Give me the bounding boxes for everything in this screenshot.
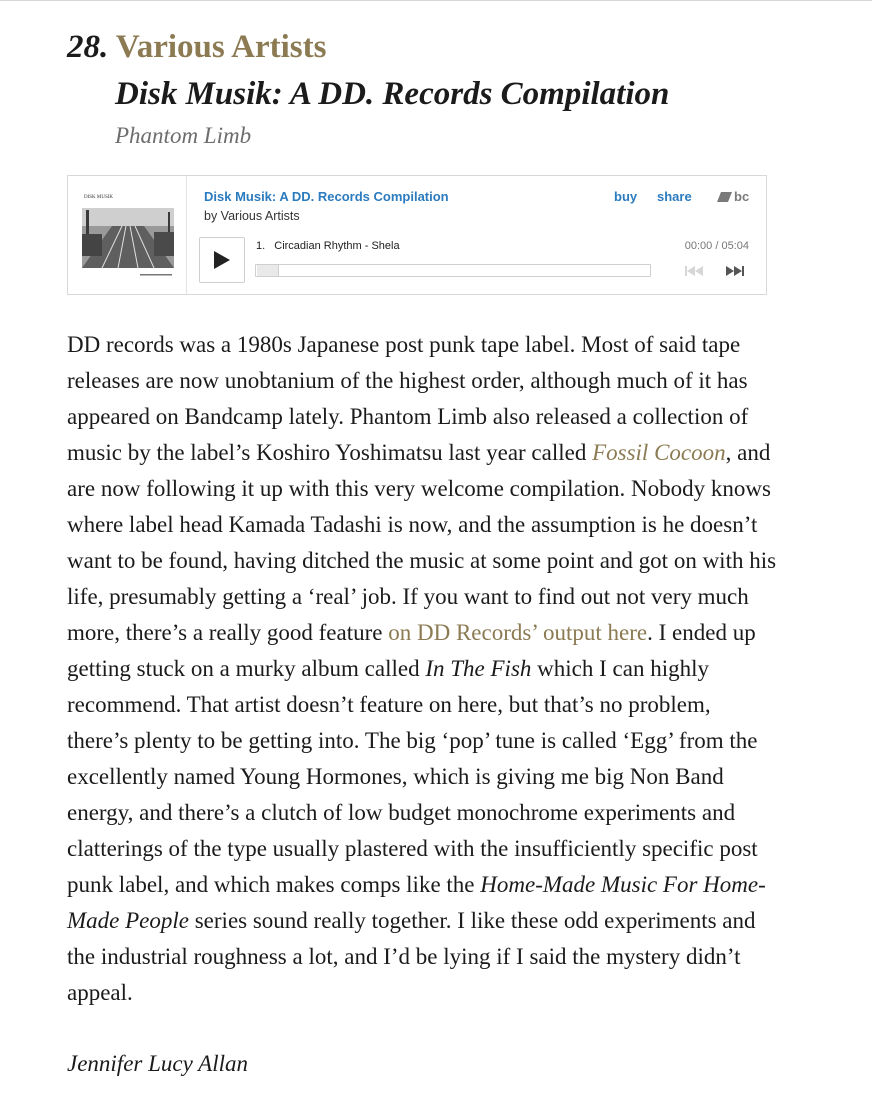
progress-thumb[interactable] (257, 265, 279, 276)
review-text-part-5: series sound really together. I like these odd experiments and the industrial roughness a lot, and I’d be lying if I said the mystery didn’t appeal. (67, 908, 756, 1005)
fossil-cocoon-link[interactable]: Fossil Cocoon (592, 440, 726, 465)
artist-link[interactable]: Various Artists (115, 29, 327, 65)
album-cover-image (82, 194, 174, 280)
bandcamp-player (67, 175, 767, 295)
player-artist-link[interactable]: by Various Artists (204, 209, 300, 223)
cover-text: DISK MUSIK (84, 195, 114, 200)
track-title: Circadian Rhythm - Shela (274, 240, 400, 252)
album-cover[interactable] (68, 176, 187, 294)
share-button[interactable]: share (657, 189, 692, 204)
bandcamp-logo-text: bc (734, 189, 750, 204)
record-label: Phantom Limb (115, 123, 252, 148)
review-text (67, 327, 777, 1011)
track-number: 1. (256, 240, 266, 252)
progress-bar[interactable] (255, 264, 651, 277)
play-button[interactable] (199, 237, 245, 283)
review-text-part-2: , and are now following it up with this very welcome compilation. Nobody knows where label head Kamada Tadashi is now, and the assumption is he doesn’t want to be found, having ditched the music at some point and got on with his life, presumably getting a ‘real’ job. If you want to find out not very much more, there’s a really good feature (67, 440, 777, 645)
review-text-part-1: DD records was a 1980s Japanese post punk tape label. Most of said tape releases are now unobtanium of the highest order, although much of it has appeared on Bandcamp lately. Phantom Limb also released a collection of music by the label’s Koshiro Yoshimatsu last year called (67, 332, 749, 465)
track-time: 00:00 / 05:04 (684, 240, 749, 252)
next-track-icon[interactable] (726, 265, 744, 277)
home-made-music-title: Home-Made Music For Home-Made People (67, 872, 766, 933)
entry-artist-heading (67, 28, 777, 66)
bandcamp-logo-icon (717, 192, 732, 202)
play-icon (213, 250, 231, 270)
dd-records-feature-link[interactable]: on DD Records’ output here (388, 620, 648, 645)
buy-button[interactable]: buy (614, 189, 638, 204)
entry-header (67, 28, 777, 150)
in-the-fish-title: In The Fish (425, 656, 532, 681)
author-byline: Jennifer Lucy Allan (67, 1051, 248, 1076)
entry-number: 28. (67, 29, 109, 65)
player-album-title-link[interactable]: Disk Musik: A DD. Records Compilation (204, 189, 449, 204)
album-title: Disk Musik: A DD. Records Compilation (115, 76, 670, 112)
bandcamp-logo[interactable] (717, 189, 749, 204)
review-text-part-4: which I can highly recommend. That artist doesn’t feature on here, but that’s no problem, there’s plenty to be getting into. The big ‘pop’ tune is called ‘Egg’ from the excellently named Young Hormones, which is giving me big Non Band energy, and there’s a clutch of low budget monochrome experiments and clatterings of the type usually plastered with the insufficiently specific post punk label, and which makes comps like the (67, 656, 758, 897)
top-divider (0, 0, 872, 1)
previous-track-icon[interactable] (685, 265, 703, 277)
review-text-part-3: . I ended up getting stuck on a murky album called (67, 620, 756, 681)
current-track (256, 240, 400, 252)
